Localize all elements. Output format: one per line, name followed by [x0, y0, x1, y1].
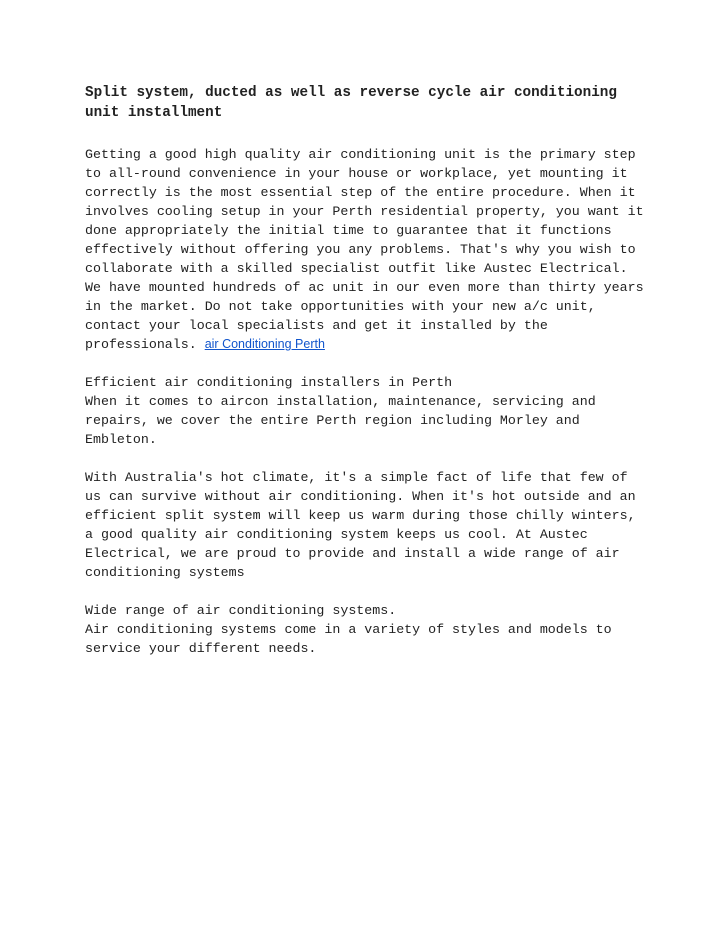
text-line: Electrical, we are proud to provide and install a wide range of air — [85, 546, 620, 561]
text-line: collaborate with a skilled specialist outfit like Austec Electrical. — [85, 261, 628, 276]
text-line: service your different needs. — [85, 641, 317, 656]
air-conditioning-perth-link[interactable]: air Conditioning Perth — [204, 337, 325, 351]
text-line: Getting a good high quality air conditioning unit is the primary step — [85, 147, 636, 162]
document-content — [85, 84, 645, 658]
text-line: efficient split system will keep us warm during those chilly winters, — [85, 508, 636, 523]
text-line: conditioning systems — [85, 565, 245, 580]
text-line: a good quality air conditioning system keeps us cool. At Austec — [85, 527, 588, 542]
text-line: us can survive without air conditioning. When it's hot outside and an — [85, 489, 636, 504]
text-line-with-link — [85, 335, 645, 354]
title-line: Split system, ducted as well as reverse cycle air conditioning — [85, 85, 617, 101]
text-line: Embleton. — [85, 432, 157, 447]
text-line: effectively without offering you any problems. That's why you wish to — [85, 242, 636, 257]
text-line: We have mounted hundreds of ac unit in our even more than thirty years — [85, 280, 644, 295]
paragraph-climate — [85, 468, 645, 582]
text-line: contact your local specialists and get it installed by the — [85, 318, 548, 333]
text-line: With Australia's hot climate, it's a simple fact of life that few of — [85, 470, 628, 485]
text-line: repairs, we cover the entire Perth region including Morley and — [85, 413, 580, 428]
text-line: involves cooling setup in your Perth residential property, you want it — [85, 204, 644, 219]
text-fragment: professionals. — [85, 337, 197, 352]
text-line: Wide range of air conditioning systems. — [85, 603, 397, 618]
text-line: Efficient air conditioning installers in Perth — [85, 375, 453, 390]
paragraph-intro — [85, 145, 645, 354]
document-title — [85, 84, 645, 123]
paragraph-installers — [85, 373, 645, 449]
text-line: Air conditioning systems come in a variety of styles and models to — [85, 622, 612, 637]
text-line: to all-round convenience in your house or workplace, yet mounting it — [85, 166, 628, 181]
text-line: done appropriately the initial time to guarantee that it functions — [85, 223, 612, 238]
text-line: correctly is the most essential step of the entire procedure. When it — [85, 185, 636, 200]
text-line: in the market. Do not take opportunities with your new a/c unit, — [85, 299, 596, 314]
paragraph-range — [85, 601, 645, 658]
title-line: unit installment — [85, 104, 223, 121]
text-line: When it comes to aircon installation, maintenance, servicing and — [85, 394, 596, 409]
